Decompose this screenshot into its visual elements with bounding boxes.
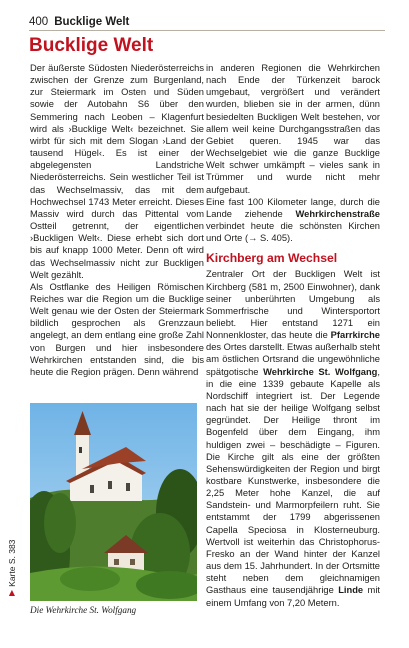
paragraph-intro: Der äußerste Südosten Niederösterreichs zwischen der Grenze zum Burgenland, zur Steiermark im Osten und Süden sowie der Autobahn S6 über den Semmering nach Leoben – Klagenfurt wird als ›Bucklige Welt‹ bezeichnet. Sie wirbt für sich mit dem Slogan ›Land der tausend Hügel‹. Es ist einer der abgelegensten Landstriche Niederösterreichs. Sein westlicher Teil ist das Wechselmassiv, das mit dem Hochwechsel 1743 Meter erreicht. Dieses Massiv wird durch das Pittental vom Ostteil getrennt, der eigentlichen ›Buckligen Welt‹. Diese erhebt sich dort bis auf knapp 1000 Meter. Denn oft wird das Wechselmassiv nicht zur Buckligen Welt gezählt.: [30, 63, 204, 280]
section-heading-kirchberg: Kirchberg am Wechsel: [206, 251, 338, 266]
page-number: 400: [29, 16, 49, 28]
map-reference[interactable]: [6, 516, 18, 596]
right-column: [206, 62, 380, 609]
church-illustration: [30, 403, 197, 601]
paragraph-wehrkirchenstrasse: Eine fast 100 Kilometer lange, durch die Lande ziehende Wehrkirchenstraße verbindet heute die schönsten Kirchen und Orte (→ S. 405).: [206, 196, 380, 244]
triangle-marker-icon: ▶: [7, 589, 16, 596]
paragraph-continuation: in anderen Regionen die Wehrkirchen nach Ende der Türkenzeit barock umgebaut, vergrößert und verändert wurden, blieben sie in der armen, dünn besiedelten Buckligen Welt bestehen, vor allem weil keine Durchgangsstraßen das Gebiet queren. 1945 war das Wechselgebiet wie die ganze Bucklige Welt schwer umkämpft – vieles sank in Trümmer und wurde nicht mehr aufgebaut.: [206, 63, 380, 195]
paragraph-history: Als Ostflanke des Heiligen Römischen Reiches war die Region um die Bucklige Welt genau wie der Osten der Steiermark bildlich gesprochen als Grenzzaun angelegt, an dem entlang eine große Zahl von Burgen und hier insbesondere Wehrkirchen entstanden sind, die bis heute die Region prägen. Denn während: [30, 281, 204, 377]
term-wehrkirchenstrasse: Wehrkirchenstraße: [295, 208, 380, 219]
term-pfarrkirche: Pfarrkirche: [330, 330, 380, 341]
term-linde: Linde: [338, 585, 364, 596]
term-wehrkirche-st-wolfgang: Wehrkirche St. Wolfgang: [263, 366, 378, 377]
left-column: [30, 62, 204, 378]
photo-caption: Die Wehrkirche St. Wolfgang: [30, 605, 137, 615]
page-header: [29, 12, 385, 31]
chapter-title: Bucklige Welt: [29, 35, 154, 56]
church-photo: [30, 403, 197, 601]
paragraph-kirchberg: Zentraler Ort der Buckligen Welt ist Kirchberg (581 m, 2500 Einwohner), dank seiner unberührten Umgebung als Sommerfrische und Wintersportort beliebt. Hier entstand 1271 ein Nonnenkloster, das heute die Pfarrkirche des Ortes darstellt. Etwas außerhalb steht am östlichen Ortsrand die ungewöhnliche spätgotische Wehrkirche St. Wolfgang, in die eine 1339 gebaute Kapelle als Nordschiff integriert ist. Der Legende nach hat sie der heilige Wolfgang selbst gegründet. Der Heilige thront im Bogenfeld über dem Eingang, ihm huldigen zwei – beschädigte – Figuren. Die Kirche gilt als eine der größten Sehenswürdigkeiten der Region und birgt kostbare Kunstwerke, insbesondere die 2,25 Meter hohe Kanzel, die auf Sandstein- und Marmorpfeilern ruht. Sie entstammt der 1799 abgerissenen Capella Speciosa in Klosterneuburg. Wertvoll ist weiterhin das Christophorus-Fresko an der Wand hinter der Kanzel aus dem 15. Jahrhundert. In der Ortsmitte steht neben dem gleichnamigen Gasthaus eine tausendjährige Linde mit einem Umfang von 7,20 Metern.: [206, 269, 380, 608]
running-title: Bucklige Welt: [54, 16, 130, 28]
map-reference-label: Karte S. 383: [7, 539, 17, 587]
